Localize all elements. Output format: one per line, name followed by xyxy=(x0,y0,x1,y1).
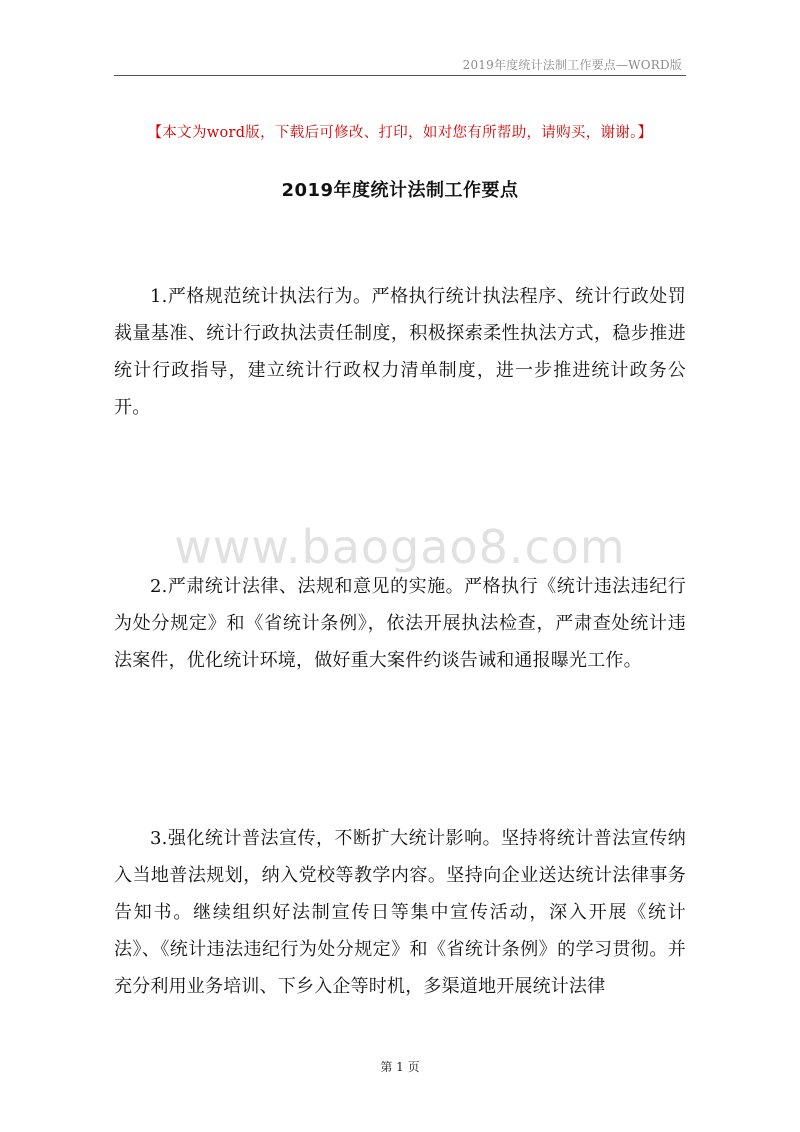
paragraph-3: 3.强化统计普法宣传，不断扩大统计影响。坚持将统计普法宣传纳入当地普法规划，纳入党校等教学内容。坚持向企业送达统计法律事务告知书。继续组织好法制宣传日等集中宣传活动，深入开展《统计法》、《统计违法违纪行为处分规定》和《省统计条例》的学习贯彻。并充分利用业务培训、下乡入企等时机，多渠道地开展统计法律 xyxy=(114,828,686,997)
purchase-notice: 【本文为word版，下载后可修改、打印，如对您有所帮助，请购买，谢谢。】 xyxy=(147,125,653,141)
paragraph-1: 1.严格规范统计执法行为。严格执行统计执法程序、统计行政处罚裁量基准、统计行政执法责任制度，积极探索柔性执法方式，稳步推进统计行政指导，建立统计行政权力清单制度，进一步推进统计政务公开。 xyxy=(114,286,686,418)
watermark: www.baogao8.com xyxy=(174,520,626,574)
page-number: 第 1 页 xyxy=(380,1060,420,1074)
running-header: 2019年度统计法制工作要点—WORD版 xyxy=(462,58,682,72)
header-divider xyxy=(114,75,686,76)
paragraph-2: 2.严肃统计法律、法规和意见的实施。严格执行《统计违法违纪行为处分规定》和《省统计条例》，依法开展执法检查，严肃查处统计违法案件，优化统计环境，做好重大案件约谈告诫和通报曝光工作。 xyxy=(114,576,686,671)
document-title: 2019年度统计法制工作要点 xyxy=(281,180,519,201)
